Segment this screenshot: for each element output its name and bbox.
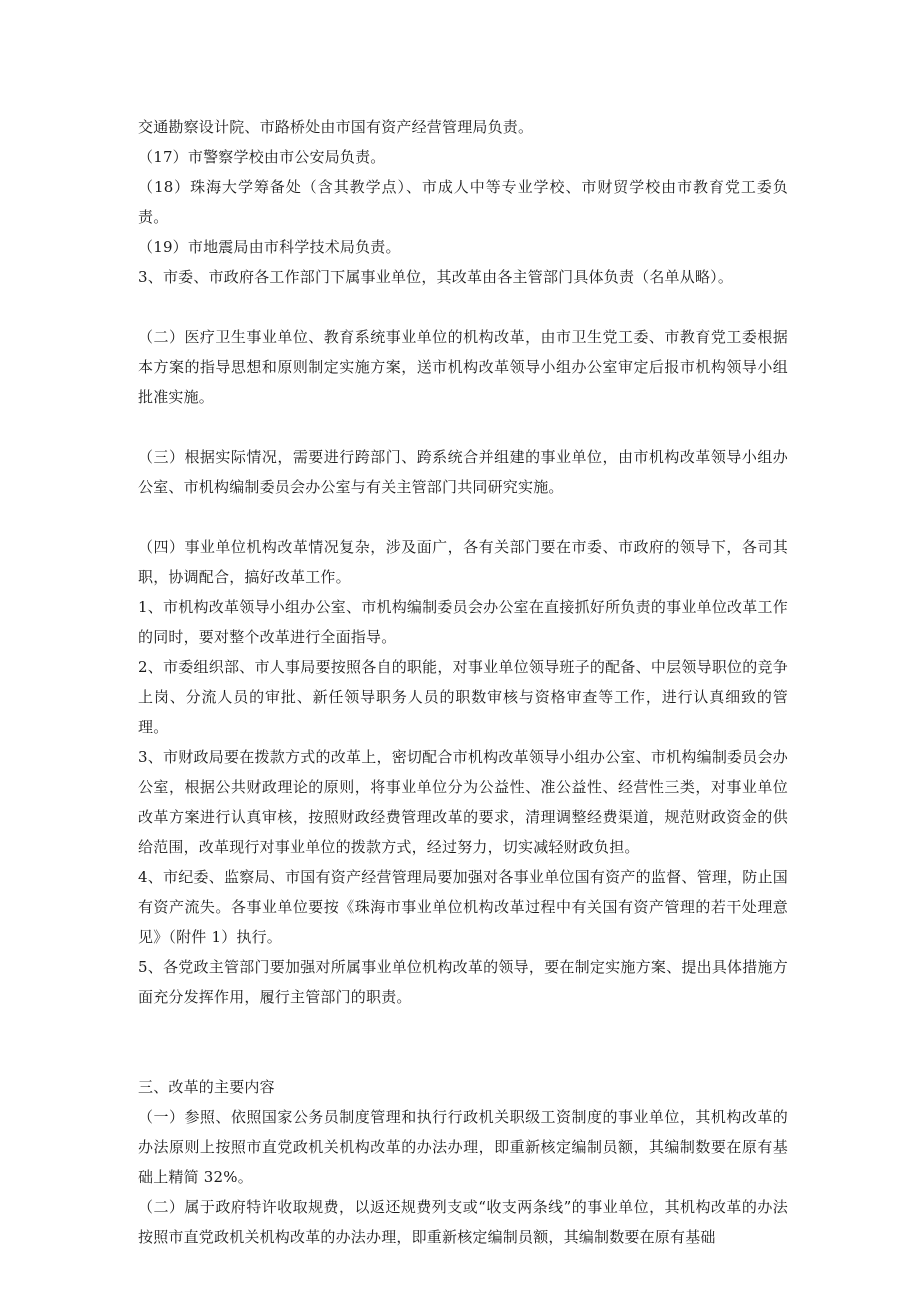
paragraph-sub-3: 3、市财政局要在拨款方式的改革上，密切配合市机构改革领导小组办公室、市机构编制委员会办公室，根据公共财政理论的原则，将事业单位分为公益性、准公益性、经营性三类，对事业单位改革方案进行认真审核，按照财政经费管理改革的要求，清理调整经费渠道，规范财政资金的供给范围，改革现行对事业单位的拨款方式，经过努力，切实减轻财政负担。 (138, 748, 788, 856)
paragraph-traffic-survey: 交通勘察设计院、市路桥处由市国有资产经营管理局负责。 (138, 118, 534, 136)
paragraph-content-2: （二）属于政府特许收取规费，以返还规费列支或“收支两条线”的事业单位，其机构改革的办法按照市直党政机关机构改革的办法办理，即重新核定编制员额，其编制数要在原有基础 (138, 1198, 788, 1246)
spacer (138, 1012, 788, 1072)
spacer (138, 412, 788, 442)
paragraph-item-17: （17）市警察学校由市公安局负责。 (138, 148, 386, 166)
paragraph-point-3: 3、市委、市政府各工作部门下属事业单位，其改革由各主管部门具体负责（名单从略）。 (138, 268, 734, 286)
paragraph-sub-4: 4、市纪委、监察局、市国有资产经营管理局要加强对各事业单位国有资产的监督、管理，防止国有资产流失。各事业单位要按《珠海市事业单位机构改革过程中有关国有资产管理的若干处理意见》（附件 1）执行。 (138, 868, 788, 946)
spacer (138, 292, 788, 322)
paragraph-content-1: （一）参照、依照国家公务员制度管理和执行行政机关职级工资制度的事业单位，其机构改革的办法原则上按照市直党政机关机构改革的办法办理，即重新核定编制员额，其编制数要在原有基础上精简 32%。 (138, 1108, 788, 1186)
paragraph-item-19: （19）市地震局由市科学技术局负责。 (138, 238, 401, 256)
paragraph-item-18: （18）珠海大学筹备处（含其教学点）、市成人中等专业学校、市财贸学校由市教育党工委负责。 (138, 178, 788, 226)
paragraph-sub-2: 2、市委组织部、市人事局要按照各自的职能，对事业单位领导班子的配备、中层领导职位的竞争上岗、分流人员的审批、新任领导职务人员的职数审核与资格审查等工作，进行认真细致的管理。 (138, 658, 788, 736)
paragraph-section-3: （三）根据实际情况，需要进行跨部门、跨系统合并组建的事业单位，由市机构改革领导小组办公室、市机构编制委员会办公室与有关主管部门共同研究实施。 (138, 448, 788, 496)
document-body (138, 112, 788, 1252)
paragraph-sub-5: 5、各党政主管部门要加强对所属事业单位机构改革的领导，要在制定实施方案、提出具体措施方面充分发挥作用，履行主管部门的职责。 (138, 958, 788, 1006)
paragraph-sub-1: 1、市机构改革领导小组办公室、市机构编制委员会办公室在直接抓好所负责的事业单位改革工作的同时，要对整个改革进行全面指导。 (138, 598, 788, 646)
paragraph-section-4: （四）事业单位机构改革情况复杂，涉及面广，各有关部门要在市委、市政府的领导下，各司其职，协调配合，搞好改革工作。 (138, 538, 788, 586)
spacer (138, 502, 788, 532)
paragraph-section-2: （二）医疗卫生事业单位、教育系统事业单位的机构改革，由市卫生党工委、市教育党工委根据本方案的指导思想和原则制定实施方案，送市机构改革领导小组办公室审定后报市机构领导小组批准实施。 (138, 328, 788, 406)
section-heading-main-content: 三、改革的主要内容 (138, 1078, 275, 1096)
